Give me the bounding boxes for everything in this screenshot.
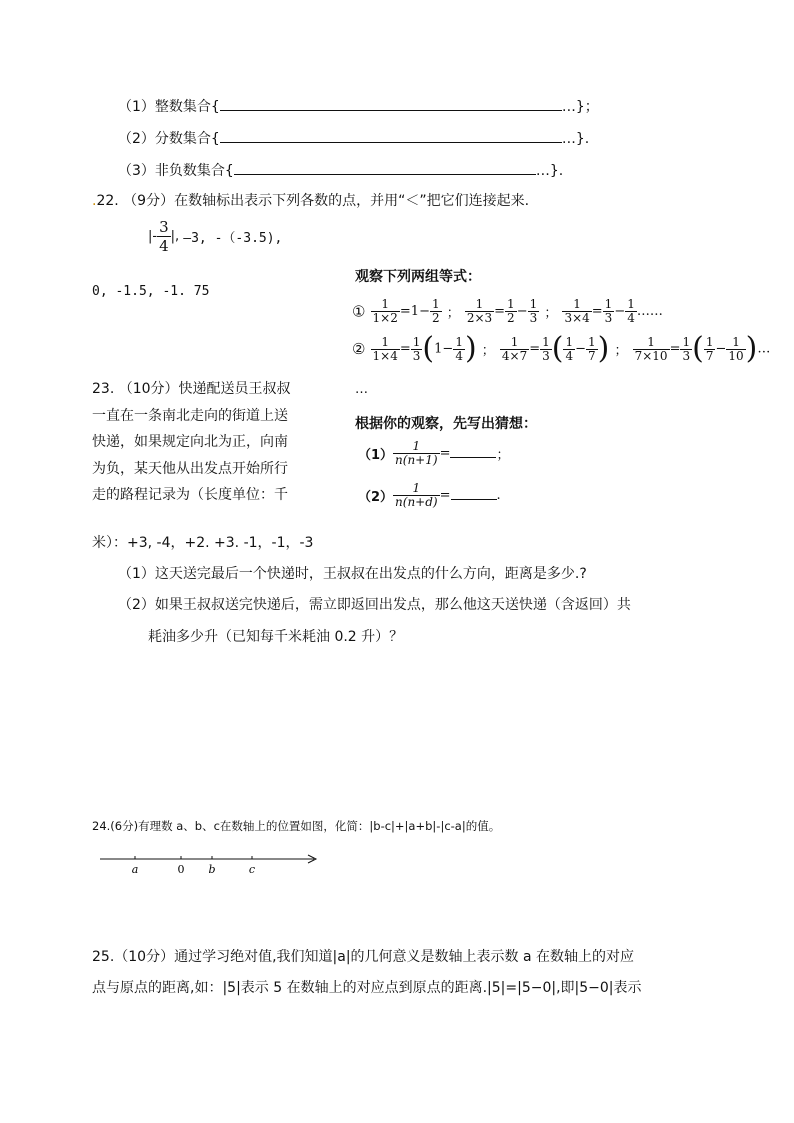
row1-eq1-a: 1 [410,304,420,319]
q21-item2-label: （2）分数集合{ [118,131,220,147]
frac-num: 1 [431,297,440,311]
sep: ； [544,306,558,321]
q22-abs-close: |, [170,229,180,244]
row1-eq2-a [505,298,517,325]
observe-row-1: ① $\frac{1}{1\times 2}$ =1− $\frac{1}{2}$ ； $\frac{1}{2\times 3}$ = $\frac{1}{2}$ − $\frac{1}{3}$ ； $\frac{1}{3\times 4}$ = $\frac{1}{3}$ − $\frac{1}{4}$ …… [352,297,663,325]
row2-eq1-k [411,336,423,363]
frac-den: 7 [705,348,714,363]
guess2-blank[interactable] [451,491,497,500]
label-a: a [131,863,139,876]
q22-numbers-line1 [148,218,282,255]
row1-eq1-b [430,298,442,325]
q21-item3-end: …}. [535,163,564,179]
row2-eq3-k [680,336,692,363]
guess1-blank[interactable] [450,449,496,458]
row1-eq3-a [603,298,615,325]
frac-den: 3 [412,348,421,363]
guess1-fraction [393,440,440,467]
guess2-label: （2） [358,490,394,505]
q25-line1: 25.（10分）通过学习绝对值,我们知道|a|的几何意义是数轴上表示数 a 在数轴上的对应 [92,949,635,965]
row2-eq3-lhs [633,336,670,363]
row2-tail: … [757,341,771,357]
row1-eq2-lhs [465,298,494,325]
q23-sub1: （1）这天送完最后一个快递时，王叔叔在出发点的什么方向，距离是多少.? [118,566,587,582]
label-0: 0 [177,863,185,876]
frac-num: 1 [573,297,581,311]
q24-text: 24.(6分)有理数 a、b、c在数轴上的位置如图，化简：|b-c|+|a+b|-|c-a|的值。 [92,819,501,833]
row2-eq3-b [726,336,745,363]
q23-sub2-line1: （2）如果王叔叔送完快递后，需立即返回出发点，那么他这天送快递（含返回）共 [118,597,631,613]
q21-blank-2[interactable] [220,130,562,143]
label-b: b [208,863,216,876]
q23-line: 一直在一条南北走向的街道上送 [92,407,288,424]
guess-2: （2） $\frac{1}{n(n+d)}$ = . [358,481,501,509]
frac-num: 1 [565,334,574,349]
q23-line: 快递，如果规定向北为正，向南 [92,434,288,450]
frac-den: 10 [728,348,744,363]
sep: ； [481,343,495,359]
frac-den: 2×3 [466,311,493,325]
frac-den: 3 [542,348,550,363]
label-c: c [248,863,256,876]
q24-number-line [92,848,332,882]
frac-den: 3 [604,311,613,325]
q21-blank-3[interactable] [234,162,536,175]
frac-num: 1 [412,334,421,349]
frac-num: 1 [542,334,550,349]
frac-num: 1 [682,334,691,349]
frac-num: 1 [529,297,538,311]
q23-sub2-line2: 耗油多少升（已知每千米耗油 0.2 升）？ [148,629,404,645]
row2-eq1-a: 1 [434,341,443,357]
frac-den: n(n+1) [395,453,438,467]
frac-num: 1 [510,334,519,349]
q22-numbers-line2: 0, -1.5, -1. 75 [92,284,210,299]
frac-den: 3 [529,311,538,325]
observe-title: 观察下列两组等式： [355,269,481,285]
q21-item-2 [118,128,589,148]
row1-tail: …… [636,304,663,319]
frac-den: 2 [431,311,440,325]
q22-title-text: 22. （9分）在数轴标出表示下列各数的点，并用“＜”把它们连接起来. [96,193,530,209]
q21-item1-end: …}； [561,99,599,115]
row2-eq1-lhs [371,336,400,363]
frac-num: 1 [627,297,635,311]
q23-line: 走的路程记录为（长度单位：千 [92,487,288,503]
row1-eq1-lhs [371,298,400,325]
frac-num: 1 [381,297,390,311]
sep: ； [614,343,628,359]
frac-den: 4 [455,348,463,363]
q21-item2-end: …}. [561,131,590,147]
row1-eq3-lhs [562,298,591,325]
frac-num: 1 [604,297,613,311]
row2-continuation: … [355,382,368,397]
frac-num: 1 [647,334,655,349]
row2-marker: ② [352,340,366,358]
frac-den: 4 [565,348,574,363]
frac-num: 1 [412,481,421,495]
frac-den: 3 [682,348,691,363]
q21-item-1 [118,96,599,116]
frac-num: 1 [455,334,463,349]
q23-text-block [92,376,291,509]
q22-prefix: . [92,193,97,209]
frac-den: 7×10 [634,348,668,363]
sep: ； [446,306,460,321]
frac-den: 4×7 [501,348,528,363]
frac-den: 4 [627,311,635,325]
q21-blank-1[interactable] [220,98,562,111]
frac-num: 1 [475,297,484,311]
frac-den: n(n+d) [395,495,438,509]
q22-abs-num: 3 [159,218,169,236]
q22-title [92,190,529,210]
frac-den: 1×4 [372,348,398,363]
guess2-fraction [393,482,440,509]
frac-den: 7 [588,348,596,363]
row1-eq2-b [528,298,540,325]
row2-eq3-a [704,336,716,363]
row1-eq3-b [625,298,637,325]
row1-marker: ① [352,302,366,321]
observe-row-2: ② $\frac{1}{1\times 4}$ = $\frac{1}{3}$ (1− $\frac{1}{4}$ ) ； $\frac{1}{4\times 7}$ = $\frac{1}{3}$ ( $\frac{1}{4}$ − $\frac{1}{7}$ ) ； $\frac{1}{7\times 10}$ = $\frac{1}{3}$ ( $\frac{1}{7}$ − $\frac{1}{10}$ )… [352,331,771,366]
q22-abs-den: 4 [159,237,169,255]
q22-abs-open: |- [148,229,158,244]
frac-num: 1 [412,439,421,453]
guess-title: 根据你的观察，先写出猜想： [355,416,537,432]
q22-line1-rest: —3, -（-3.5), [183,231,283,246]
guess1-end: ； [496,448,510,463]
frac-den: 1×2 [372,311,398,325]
q23-line: 为负，某天他从出发点开始所行 [92,460,288,477]
frac-num: 1 [588,334,596,349]
frac-den: 2 [507,311,515,325]
row2-eq2-lhs [500,336,529,363]
frac-den: 3×4 [564,311,590,325]
row2-eq2-a [563,336,575,363]
q25-line2: 点与原点的距离,如：|5|表示 5 在数轴上的对应点到原点的距离.|5|=|5−0|,即|5−0|表示 [92,980,642,996]
guess2-end: . [496,488,501,503]
q21-item1-label: （1）整数集合{ [118,99,220,115]
frac-num: 1 [381,334,390,349]
frac-num: 1 [732,334,740,349]
q21-item3-label: （3）非负数集合{ [118,163,234,179]
frac-num: 1 [507,297,515,311]
frac-num: 1 [705,334,714,349]
q22-abs-fraction [157,218,171,255]
guess1-label: （1） [358,448,394,463]
row2-eq1-b [453,336,465,363]
row2-eq2-b [586,336,598,363]
q21-item-3 [118,160,563,180]
q23-record: 米）：+3, -4，+2. +3. -1，-1，-3 [92,535,314,551]
guess-1: （1） $\frac{1}{n(n+1)}$ = ； [358,439,510,467]
q23-line: 23. （10分）快递配送员王叔叔 [92,381,291,397]
row2-eq2-k [540,336,552,363]
